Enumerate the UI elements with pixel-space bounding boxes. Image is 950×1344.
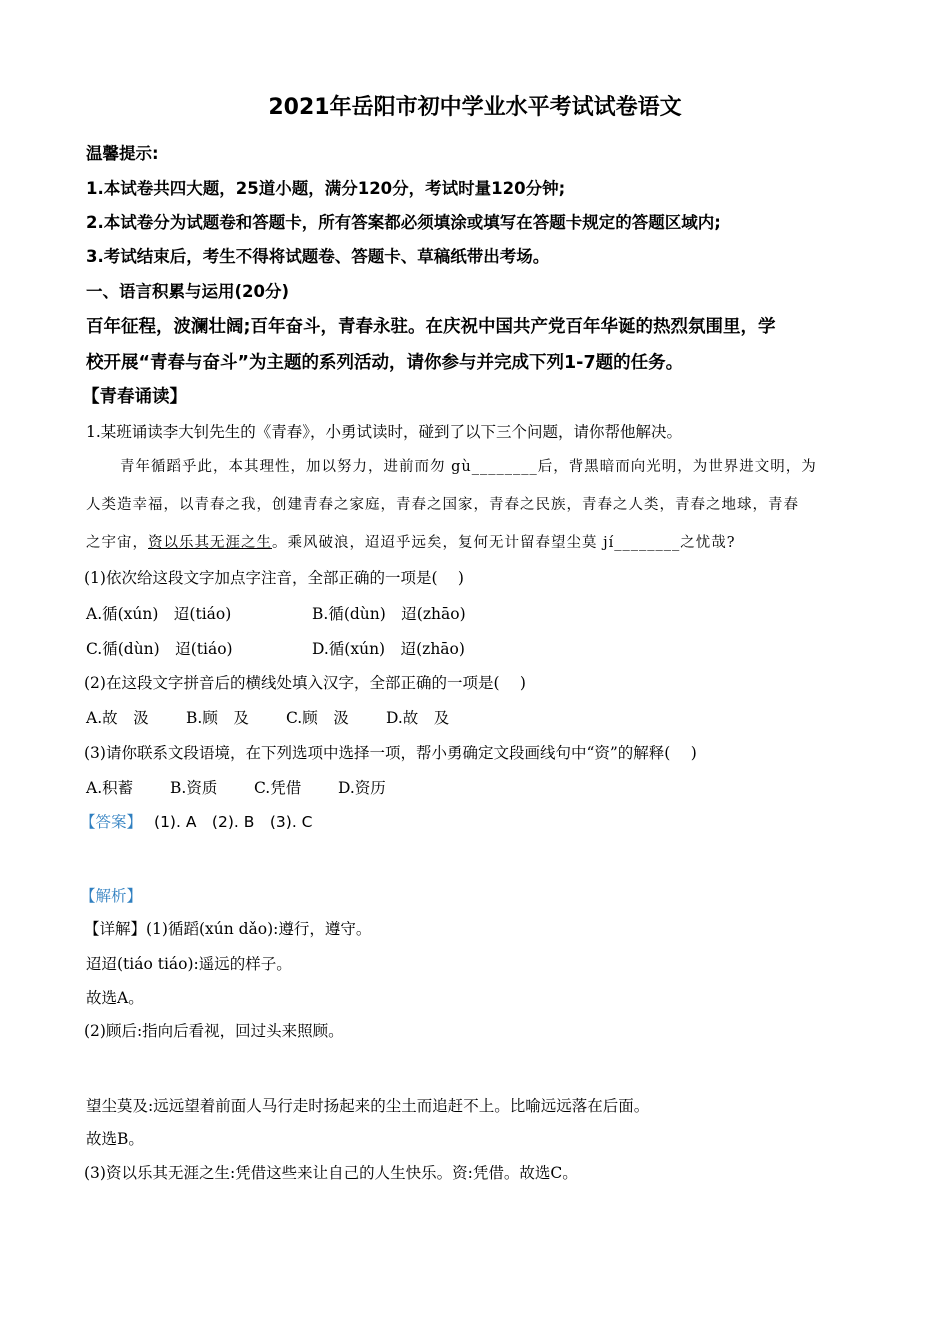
detail-line-4: (2)顾后:指向后看视，回过头来照顾。: [84, 1022, 344, 1040]
question-1-stem: 1.某班诵读李大钊先生的《青春》，小勇试读时，碰到了以下三个问题，请你帮他解决。: [86, 423, 683, 441]
tip-item-3: 3.考试结束后，考生不得将试题卷、答题卡、草稿纸带出考场。: [86, 247, 550, 266]
option-b: B.资质: [170, 779, 218, 797]
passage-line-2: 人类造幸福，以青春之我，创建青春之家庭，青春之国家，青春之民族，青春之人类，青春之地球，青春: [86, 497, 799, 513]
passage-line-3-start: 之宇宙，: [86, 535, 148, 551]
sub-question-2-options: [86, 707, 449, 729]
section-intro-line-1: 百年征程，波澜壮阔;百年奋斗，青春永驻。在庆祝中国共产党百年华诞的热烈氛围里，学: [86, 317, 776, 337]
sub-question-1-stem: (1)依次给这段文字加点字注音，全部正确的一项是( ): [84, 569, 464, 587]
answer-row: [80, 811, 313, 833]
section-subheading: 【青春诵读】: [82, 387, 187, 407]
sub-question-1-options-row-1: [86, 603, 466, 625]
option-c: C.凭借: [254, 779, 302, 797]
page-title: 2021年岳阳市初中学业水平考试试卷语文: [268, 95, 682, 120]
option-d: D.资历: [338, 779, 386, 797]
option-b: B.循(dùn) 迢(zhāo): [312, 605, 466, 623]
underlined-sentence: 资以乐其无涯之生: [148, 535, 272, 551]
detail-line-2: 迢迢(tiáo tiáo):遥远的样子。: [86, 955, 292, 973]
sub-question-3-options: [86, 777, 386, 799]
option-d: D.故 及: [386, 709, 450, 727]
analysis-label: 【解析】: [80, 887, 143, 905]
option-c: C.顾 汲: [286, 709, 349, 727]
passage-line-3-end: 。乘风破浪，迢迢乎远矣，复何无计留春望尘莫 jí________之忧哉?: [272, 535, 736, 551]
detail-line-1: 【详解】(1)循蹈(xún dǎo):遵行，遵守。: [84, 920, 372, 938]
tip-item-1: 1.本试卷共四大题，25道小题，满分120分，考试时量120分钟;: [86, 179, 566, 198]
sub-question-1-options-row-2: [86, 638, 465, 660]
detail-line-6: 故选B。: [86, 1130, 144, 1148]
sub-question-3-stem: (3)请你联系文段语境，在下列选项中选择一项，帮小勇确定文段画线句中“资”的解释( ): [84, 744, 697, 762]
sub-question-2-stem: (2)在这段文字拼音后的横线处填入汉字，全部正确的一项是( ): [84, 674, 526, 692]
section-heading: 一、语言积累与运用(20分): [86, 282, 290, 301]
detail-line-3: 故选A。: [86, 989, 144, 1007]
passage-line-3: [86, 532, 736, 554]
tips-heading: 温馨提示:: [86, 144, 159, 163]
detail-line-7: (3)资以乐其无涯之生:凭借这些来让自己的人生快乐。资:凭借。故选C。: [84, 1164, 578, 1182]
passage-line-1: 青年循蹈乎此，本其理性，加以努力，进前而勿 gù________后，背黑暗而向光明，为世界进文明，为: [120, 459, 817, 475]
answer-value: (1). A (2). B (3). C: [154, 813, 313, 831]
section-intro-line-2: 校开展“青春与奋斗”为主题的系列活动，请你参与并完成下列1-7题的任务。: [86, 353, 684, 373]
option-a: A.循(xún) 迢(tiáo): [86, 605, 232, 623]
tip-item-2: 2.本试卷分为试题卷和答题卡，所有答案都必须填涂或填写在答题卡规定的答题区域内;: [86, 213, 721, 232]
answer-label: 【答案】: [80, 813, 143, 831]
option-c: C.循(dùn) 迢(tiáo): [86, 640, 233, 658]
option-a: A.故 汲: [86, 709, 149, 727]
option-a: A.积蓄: [86, 779, 134, 797]
detail-line-5: 望尘莫及:远远望着前面人马行走时扬起来的尘土而追赶不上。比喻远远落在后面。: [86, 1097, 650, 1115]
option-d: D.循(xún) 迢(zhāo): [312, 640, 465, 658]
option-b: B.顾 及: [186, 709, 249, 727]
